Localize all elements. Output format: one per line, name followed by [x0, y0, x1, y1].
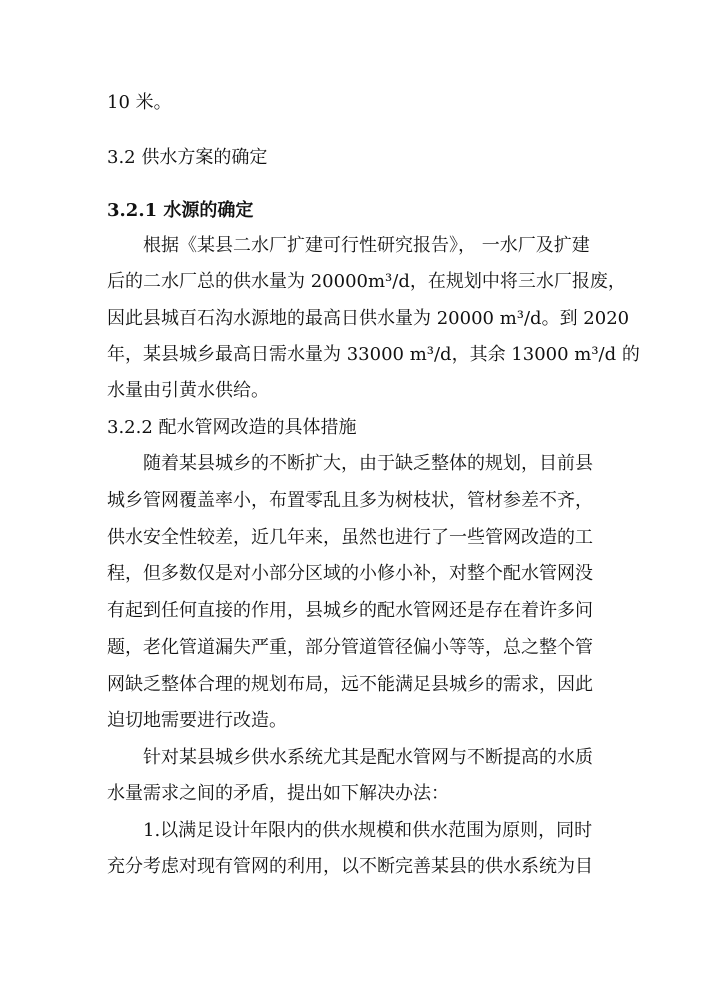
paragraph-line: 水量由引黄水供给。	[107, 380, 269, 401]
paragraph-line: 网缺乏整体合理的规划布局，远不能满足县城乡的需求，因此	[107, 674, 593, 695]
list-item-line: 1.以满足设计年限内的供水规模和供水范围为原则，同时	[143, 820, 593, 841]
paragraph-line: 供水安全性较差，近几年来，虽然也进行了一些管网改造的工	[107, 527, 593, 548]
paragraph-line: 针对某县城乡供水系统尤其是配水管网与不断提高的水质	[143, 747, 593, 768]
text-line: 10 米。	[107, 92, 172, 113]
paragraph-line: 因此县城百石沟水源地的最高日供水量为 20000 m³/d。到 2020	[107, 308, 630, 329]
section-heading: 3.2 供水方案的确定	[107, 147, 268, 168]
paragraph-line: 城乡管网覆盖率小，布置零乱且多为树枝状，管材参差不齐，	[107, 490, 593, 511]
paragraph-line: 后的二水厂总的供水量为 20000m³/d，在规划中将三水厂报废，	[107, 271, 626, 292]
subsection-heading: 3.2.2 配水管网改造的具体措施	[107, 417, 357, 438]
subsection-heading: 3.2.1 水源的确定	[107, 200, 254, 221]
paragraph-line: 有起到任何直接的作用，县城乡的配水管网还是存在着许多问	[107, 600, 593, 621]
paragraph-line: 水量需求之间的矛盾，提出如下解决办法：	[107, 783, 449, 804]
paragraph-line: 随着某县城乡的不断扩大，由于缺乏整体的规划，目前县	[143, 453, 593, 474]
paragraph-line: 迫切地需要进行改造。	[107, 710, 287, 731]
paragraph-line: 根据《某县二水厂扩建可行性研究报告》， 一水厂及扩建	[143, 235, 590, 256]
paragraph-line: 题，老化管道漏失严重，部分管道管径偏小等等，总之整个管	[107, 637, 593, 658]
list-item-line: 充分考虑对现有管网的利用，以不断完善某县的供水系统为目	[107, 856, 593, 877]
paragraph-line: 程，但多数仅是对小部分区域的小修小补，对整个配水管网没	[107, 563, 593, 584]
paragraph-line: 年，某县城乡最高日需水量为 33000 m³/d，其余 13000 m³/d 的	[107, 344, 640, 365]
